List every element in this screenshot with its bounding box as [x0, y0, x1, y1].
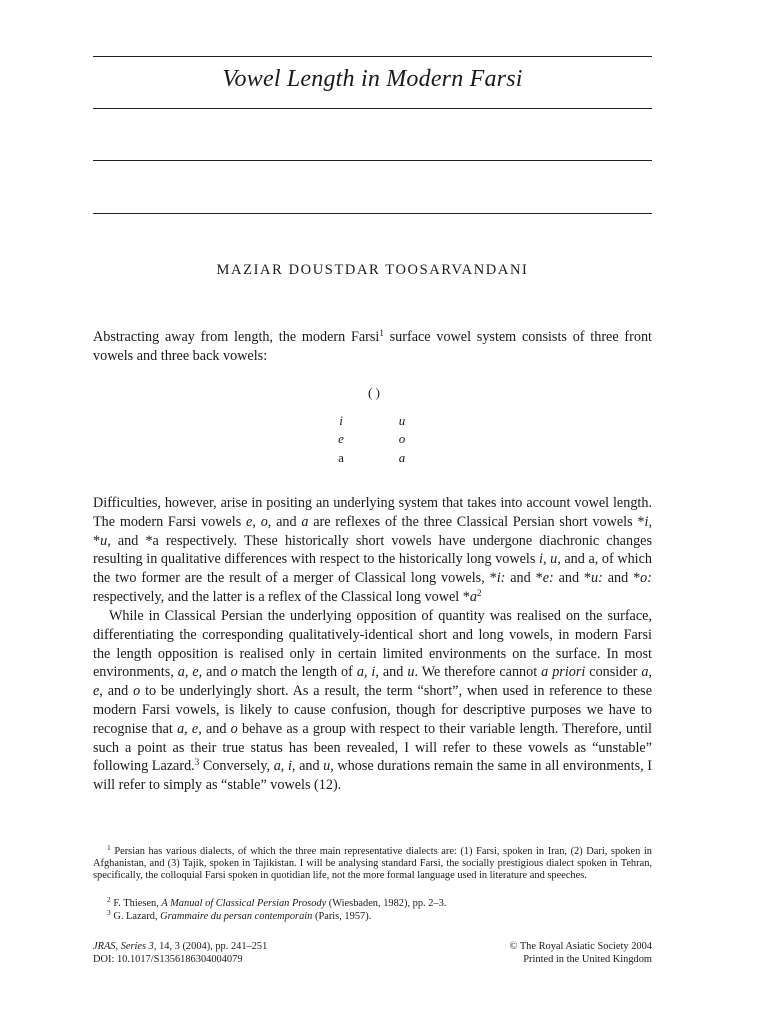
- vowel-cell: a: [338, 450, 344, 465]
- author-name: MAZIAR DOUSTDAR TOOSARVANDANI: [216, 262, 529, 278]
- footnote-ref-2[interactable]: 2: [476, 587, 482, 598]
- vowel-cell: a: [398, 450, 406, 465]
- footnote-3: $^3$ G. Lazard, Grammaire du persan contemporain (Paris, 1957).: [107, 908, 372, 922]
- footnote-ref-3[interactable]: 3: [194, 757, 200, 768]
- classical-persian-paragraph: While in Classical Persian the underlying opposition of quantity was realised on the surface, differentiating the corresponding qualitatively-identical short and long vowels, in modern Farsi the length opposition is realised only in certain limited environments on the surface. In most environments, a, e, and o match the length of a, i, and u. We therefore cannot a priori consider a, e, and o to be underlyingly short. As a result, the term “short”, when used in reference to these modern Farsi vowels, is likely to cause confusion, though for descriptive purposes we have to recognise that a, e, and o behave as a group with respect to their variable length. Therefore, until such a point as their true status has been revealed, I will refer to these vowels as “unstable” following Lazard.$^3$ Conversely, a, i, and u, whose durations remain the same in all environments, I will refer to simply as “stable” vowels (12).: [93, 608, 652, 794]
- difficulties-paragraph: Difficulties, however, arise in positing an underlying system that takes into account vowel length. The modern Farsi vowels e, o, and a are reflexes of the three Classical Persian short vowels *i, *u, and *a respectively. These historically short vowels have undergone diachronic changes resulting in qualitative differences with respect to the historically long vowels i, u, and a, of which the two former are the result of a merger of Classical long vowels, *i: and *e: and *u: and *o: respectively, and the latter is a reflex of the Classical long vowel $*a^2$: [93, 495, 653, 605]
- page-footer: [93, 940, 652, 968]
- footnote-ref-1[interactable]: 1: [379, 328, 384, 338]
- footnote-2: $^2$ F. Thiesen, A Manual of Classical Persian Prosody (Wiesbaden, 1982), pp. 2–3.: [107, 895, 447, 909]
- vowel-table-label: ( ): [368, 385, 380, 400]
- vowel-cell: o: [398, 431, 406, 446]
- blank-rule-2: [93, 213, 652, 214]
- intro-paragraph: Abstracting away from length, the modern Farsi$^1$ surface vowel system consists of three front vowels and three back vowels:: [93, 328, 652, 364]
- footer-printed: Printed in the United Kingdom: [523, 954, 652, 965]
- footer-copyright: © The Royal Asiatic Society 2004: [509, 941, 652, 952]
- footer-doi[interactable]: DOI: 10.1017/S1356186304004079: [93, 954, 243, 965]
- vowel-cell: i: [339, 413, 343, 428]
- footer-citation: JRAS, Series 3, 14, 3 (2004), pp. 241–251: [93, 941, 268, 952]
- footnote-1: $^1$ Persian has various dialects, of which the three main representative dialects are: (1) Farsi, spoken in Iran, (2) Dari, spoken in Afghanistan, and (3) Tajik, spoken in Tajikistan. I will be analysing standard Farsi, the socially prestigious dialect spoken in Tehran, specifically, the colloquial Farsi spoken in quotidian life, not the more formal language used in literature and speeches.: [93, 843, 652, 882]
- article-title: Vowel Length in Modern Farsi: [222, 66, 523, 92]
- top-rule: [93, 56, 652, 57]
- blank-rule-1: [93, 160, 652, 161]
- title-rule: [93, 108, 652, 109]
- vowel-cell: u: [398, 413, 406, 428]
- vowel-cell: e: [338, 431, 344, 446]
